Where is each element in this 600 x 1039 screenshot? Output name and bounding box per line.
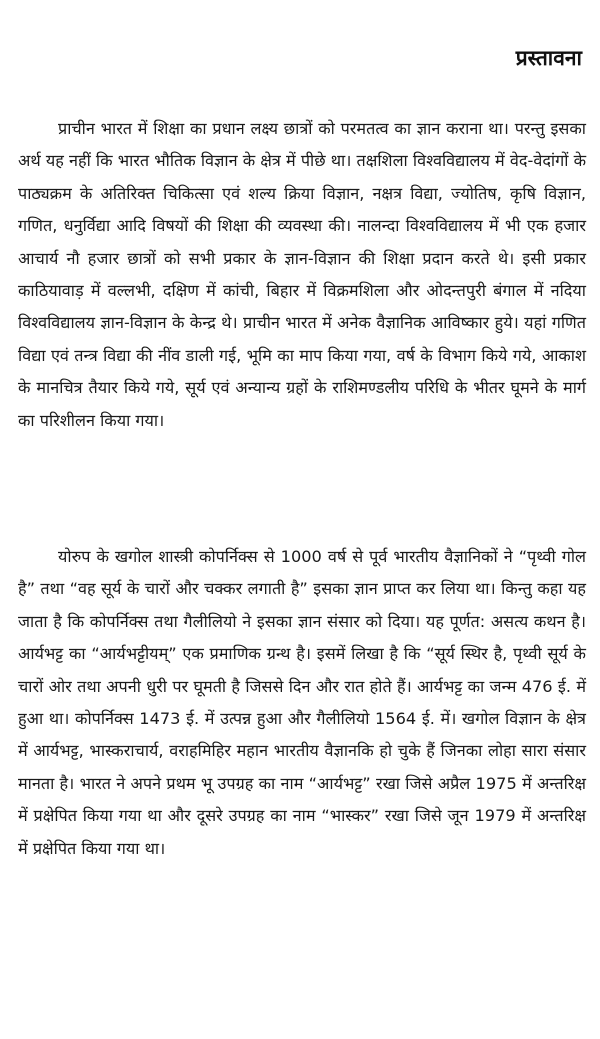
paragraph-ancient-education: प्राचीन भारत में शिक्षा का प्रधान लक्ष्य छात्रों को परमतत्व का ज्ञान कराना था। परन्तु इसका अर्थ यह नहीं कि भारत भौतिक विज्ञान के क्षेत्र में पीछे था। तक्षशिला विश्वविद्यालय में वेद-वेदांगों के पाठ्यक्रम के अतिरिक्त चिकित्सा एवं शल्य क्रिया विज्ञान, नक्षत्र विद्या, ज्योतिष, कृषि विज्ञान, गणित, धनुर्विद्या आदि विषयों की शिक्षा की व्यवस्था की। नालन्दा विश्वविद्यालय में भी एक हजार आचार्य नौ हजार छात्रों को सभी प्रकार के ज्ञान-विज्ञान की शिक्षा प्रदान करते थे। इसी प्रकार काठियावाड़ में वल्लभी, दक्षिण में कांची, बिहार में विक्रमशिला और ओदन्तपुरी बंगाल में नदिया विश्वविद्यालय ज्ञान-विज्ञान के केन्द्र थे। प्राचीन भारत में अनेक वैज्ञानिक आविष्कार हुये। यहां गणित विद्या एवं तन्त्र विद्या की नींव डाली गई, भूमि का माप किया गया, वर्ष के विभाग किये गये, आकाश के मानचित्र तैयार किये गये, सूर्य एवं अन्यान्य ग्रहों के राशिमण्डलीय परिधि के भीतर घूमने के मार्ग का परिशीलन किया गया। <box>18 119 586 430</box>
paragraph-aryabhata-astronomy: योरुप के खगोल शास्त्री कोपर्निक्स से 1000 वर्ष से पूर्व भारतीय वैज्ञानिकों ने “पृथ्वी गोल है” तथा “वह सूर्य के चारों और चक्कर लगाती है” इसका ज्ञान प्राप्त कर लिया था। किन्तु कहा यह जाता है कि कोपर्निक्स तथा गैलीलियो ने इसका ज्ञान संसार को दिया। यह पूर्णत: असत्य कथन है। आर्यभट्ट का “आर्यभट्टीयम्” एक प्रमाणिक ग्रन्थ है। इसमें लिखा है कि “सूर्य स्थिर है, पृथ्वी सूर्य के चारों ओर तथा अपनी धुरी पर घूमती है जिससे दिन और रात होते हैं। आर्यभट्ट का जन्म 476 ई. में हुआ था। कोपर्निक्स 1473 ई. में उत्पन्न हुआ और गैलीलियो 1564 ई. में। खगोल विज्ञान के क्षेत्र में आर्यभट्ट, भास्कराचार्य, वराहमिहिर महान भारतीय वैज्ञानकि हो चुके हैं जिनका लोहा सारा संसार मानता है। भारत ने अपने प्रथम भू उपग्रह का नाम “आर्यभट्ट” रखा जिसे अप्रैल 1975 में अन्तरिक्ष में प्रक्षेपित किया गया था और दूसरे उपग्रह का नाम “भास्कर” रखा जिसे जून 1979 में अन्तरिक्ष में प्रक्षेपित किया गया था। <box>18 547 586 858</box>
page-heading: प्रस्तावना <box>515 46 582 70</box>
